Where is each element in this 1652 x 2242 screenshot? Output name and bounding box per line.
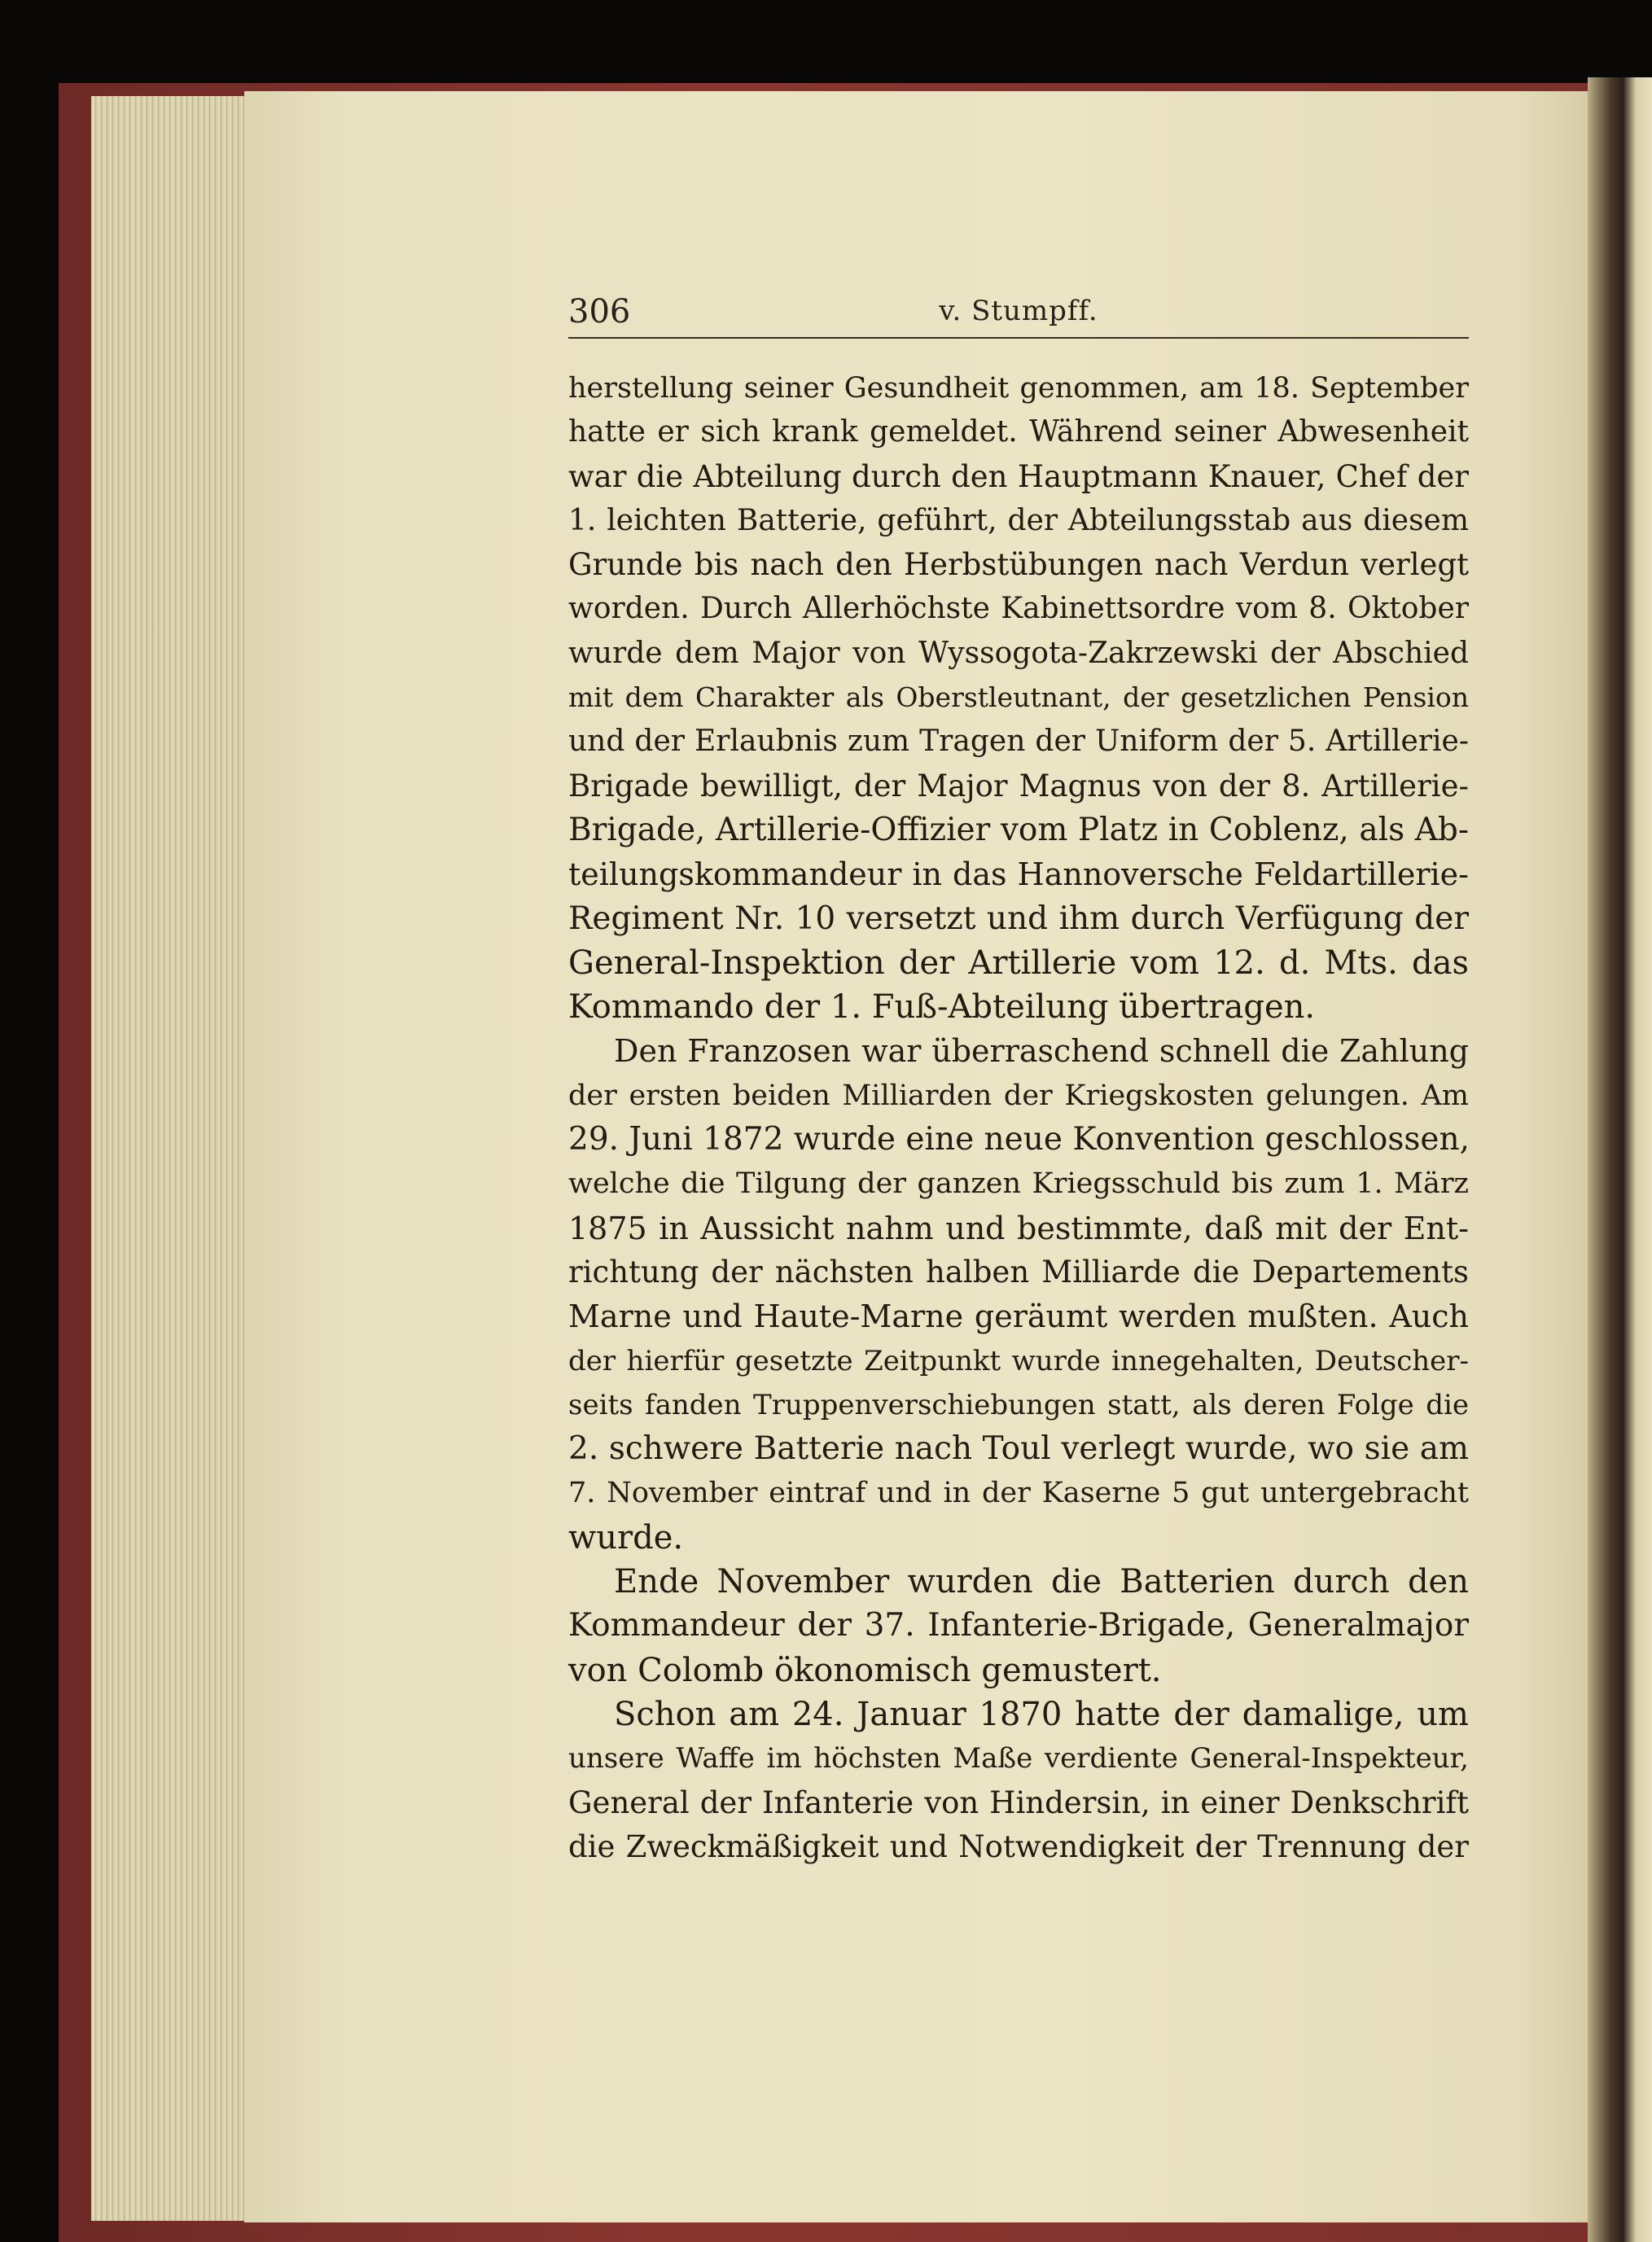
text-line: wurde. (568, 1518, 684, 1557)
text-line: Grunde bis nach den Herbstübungen nach Verdun verlegt (568, 547, 1469, 583)
text-line: die Zweckmäßigkeit und Notwendigkeit der Trennung der (568, 1828, 1469, 1864)
text-line: unsere Waffe im höchsten Maße verdiente General-Inspekteur, (568, 1742, 1469, 1776)
text-line: 1875 in Aussicht nahm und bestimmte, daß mit der Ent- (568, 1210, 1469, 1246)
book-gutter (1588, 77, 1652, 2242)
text-line: worden. Durch Allerhöchste Kabinettsordre vom 8. Oktober (568, 592, 1469, 626)
text-line: teilungskommandeur in das Hannoversche Feldartillerie- (568, 856, 1469, 893)
text-line: von Colomb ökonomisch gemustert. (568, 1651, 1162, 1689)
text-line: Kommandeur der 37. Infanterie-Brigade, Generalmajor (568, 1607, 1469, 1644)
text-line: General-Inspektion der Artillerie vom 12. d. Mts. das (568, 944, 1469, 982)
text-line: 7. November eintraf und in der Kaserne 5 gut untergebracht (568, 1477, 1469, 1510)
text-line: war die Abteilung durch den Hauptmann Knauer, Chef der (568, 458, 1469, 494)
text-line: seits fanden Truppenverschiebungen statt, als deren Folge die (568, 1388, 1469, 1421)
text-line: 2. schwere Batterie nach Toul verlegt wurde, wo sie am (568, 1430, 1469, 1468)
text-line: und der Erlaubnis zum Tragen der Uniform der 5. Artillerie- (568, 725, 1469, 759)
text-line: Regiment Nr. 10 versetzt und ihm durch Verfügung der (568, 900, 1469, 937)
text-line: herstellung seiner Gesundheit genommen, am 18. September (568, 372, 1469, 405)
text-line: Ende November wurden die Batterien durch den (614, 1563, 1469, 1601)
running-head: v. Stumpff. (939, 295, 1098, 327)
text-line: hatte er sich krank gemeldet. Während seiner Abwesenheit (568, 415, 1469, 449)
text-line: Brigade bewilligt, der Major Magnus von der 8. Artillerie- (568, 768, 1469, 804)
text-line: wurde dem Major von Wyssogota-Zakrzewski der Abschied (568, 636, 1469, 670)
text-line: Marne und Haute-Marne geräumt werden mußten. Auch (568, 1298, 1469, 1335)
text-line: der ersten beiden Milliarden der Kriegskosten gelungen. Am (568, 1079, 1469, 1112)
text-line: der hierfür gesetzte Zeitpunkt wurde innegehalten, Deutscher- (568, 1344, 1469, 1377)
text-line: Schon am 24. Januar 1870 hatte der damalige, um (614, 1695, 1469, 1733)
text-line: 29. Juni 1872 wurde eine neue Konvention geschlossen, (568, 1121, 1470, 1158)
text-line: Brigade, Artillerie-Offizier vom Platz in Coblenz, als Ab- (568, 811, 1469, 848)
text-line: Kommando der 1. Fuß-Abteilung übertragen. (568, 988, 1316, 1027)
text-line: General der Infanterie von Hindersin, in einer Denkschrift (568, 1784, 1469, 1820)
text-line: welche die Tilgung der ganzen Kriegsschuld bis zum 1. März (568, 1167, 1469, 1201)
text-line: richtung der nächsten halben Milliarde die Departements (568, 1254, 1469, 1290)
text-line: mit dem Charakter als Oberstleutnant, der gesetzlichen Pension (568, 681, 1469, 714)
page-number: 306 (568, 293, 631, 331)
page-header (568, 290, 1469, 339)
text-line: Den Franzosen war überraschend schnell die Zahlung (614, 1033, 1469, 1070)
text-line: 1. leichten Batterie, geführt, der Abteilungsstab aus diesem (568, 503, 1469, 537)
body-text (568, 366, 1469, 1869)
